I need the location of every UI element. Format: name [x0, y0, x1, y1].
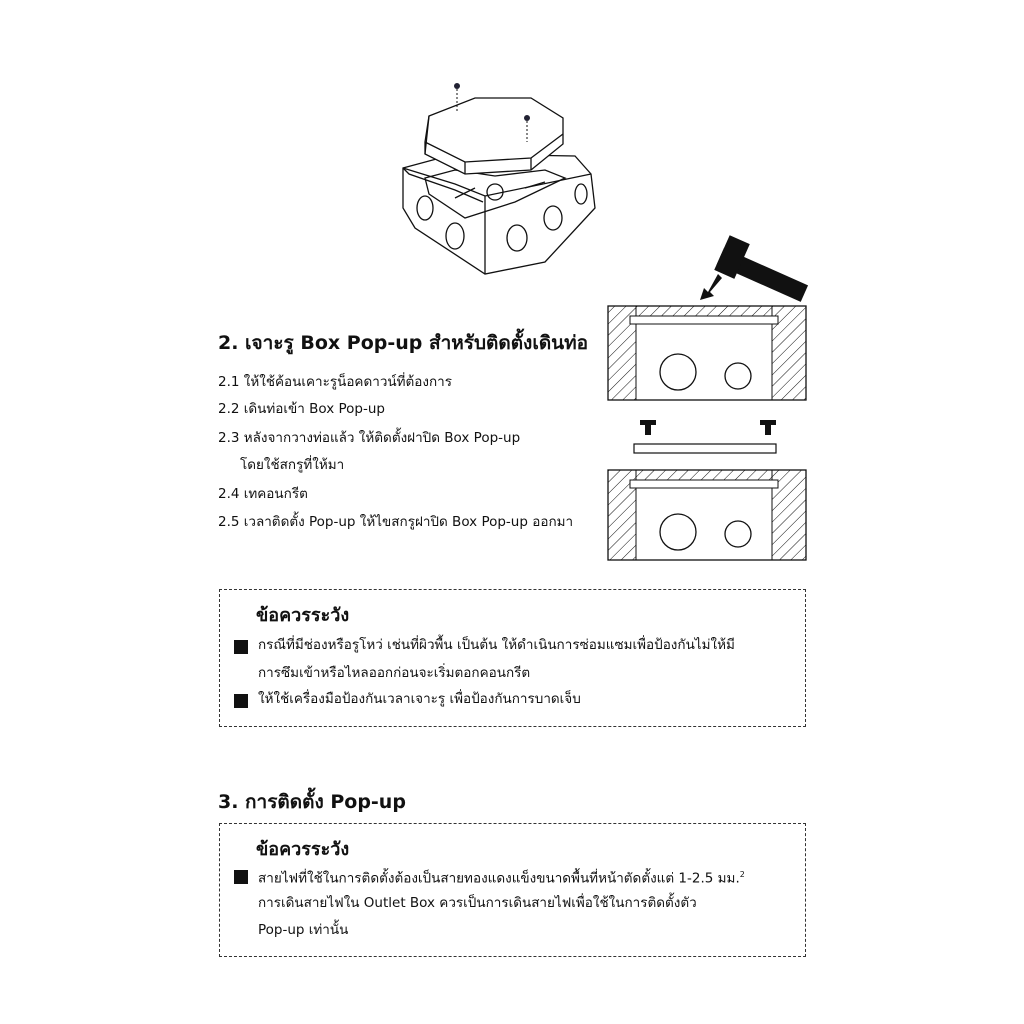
floor-box-illustration [395, 78, 605, 278]
caution-heading: ข้อควรระวัง [256, 839, 350, 860]
section-after [608, 470, 806, 560]
bullet-square [234, 870, 248, 884]
step-2-3-cont: โดยใช้สกรูที่ให้มา [240, 457, 345, 473]
section-before [608, 306, 806, 400]
section2-title: 2. เจาะรู Box Pop-up สำหรับติดตั้งเดินท่อ [218, 332, 589, 354]
hammer-icon [700, 235, 808, 302]
caution-box-2 [219, 823, 806, 957]
caution1-item1-line2: การซึมเข้าหรือไหลออกก่อนจะเริ่มตอกคอนกรีต [258, 665, 531, 681]
section3-title: 3. การติดตั้ง Pop-up [218, 791, 406, 813]
caution2-line2: การเดินสายไฟใน Outlet Box ควรเป็นการเดินสายไฟเพื่อใช้ในการติดตั้งตัว [258, 895, 697, 911]
caution-heading: ข้อควรระวัง [256, 605, 350, 626]
step-2-3: 2.3 หลังจากวางท่อแล้ว ให้ติดตั้งฝาปิด Box Pop-up [218, 430, 521, 446]
step-2-4: 2.4 เทคอนกรีต [218, 486, 308, 502]
caution-box-1 [219, 589, 806, 727]
step-2-5: 2.5 เวลาติดตั้ง Pop-up ให้ไขสกรูฝาปิด Box Pop-up ออกมา [218, 514, 574, 530]
bullet-square [234, 640, 248, 654]
step-2-2: 2.2 เดินท่อเข้า Box Pop-up [218, 401, 385, 417]
step-2-1: 2.1 ให้ใช้ค้อนเคาะรูน็อคดาวน์ที่ต้องการ [218, 374, 452, 390]
bullet-square [234, 694, 248, 708]
lid-with-screws [634, 420, 776, 453]
caution2-line1: สายไฟที่ใช้ในการติดตั้งต้องเป็นสายทองแดงแข็งขนาดพื้นที่หน้าตัดตั้งแต่ 1-2.5 มม.$^2$ [258, 870, 745, 887]
caution1-item2: ให้ใช้เครื่องมือป้องกันเวลาเจาะรู เพื่อป้องกันการบาดเจ็บ [258, 691, 581, 707]
caution2-line3: Pop-up เท่านั้น [258, 922, 349, 938]
caution1-item1-line1: กรณีที่มีช่องหรือรูโหว่ เช่นที่ผิวพื้น เป็นต้น ให้ดำเนินการซ่อมแซมเพื่อป้องกันไม่ให้มี [258, 637, 735, 653]
cross-section-illustration [600, 230, 820, 570]
